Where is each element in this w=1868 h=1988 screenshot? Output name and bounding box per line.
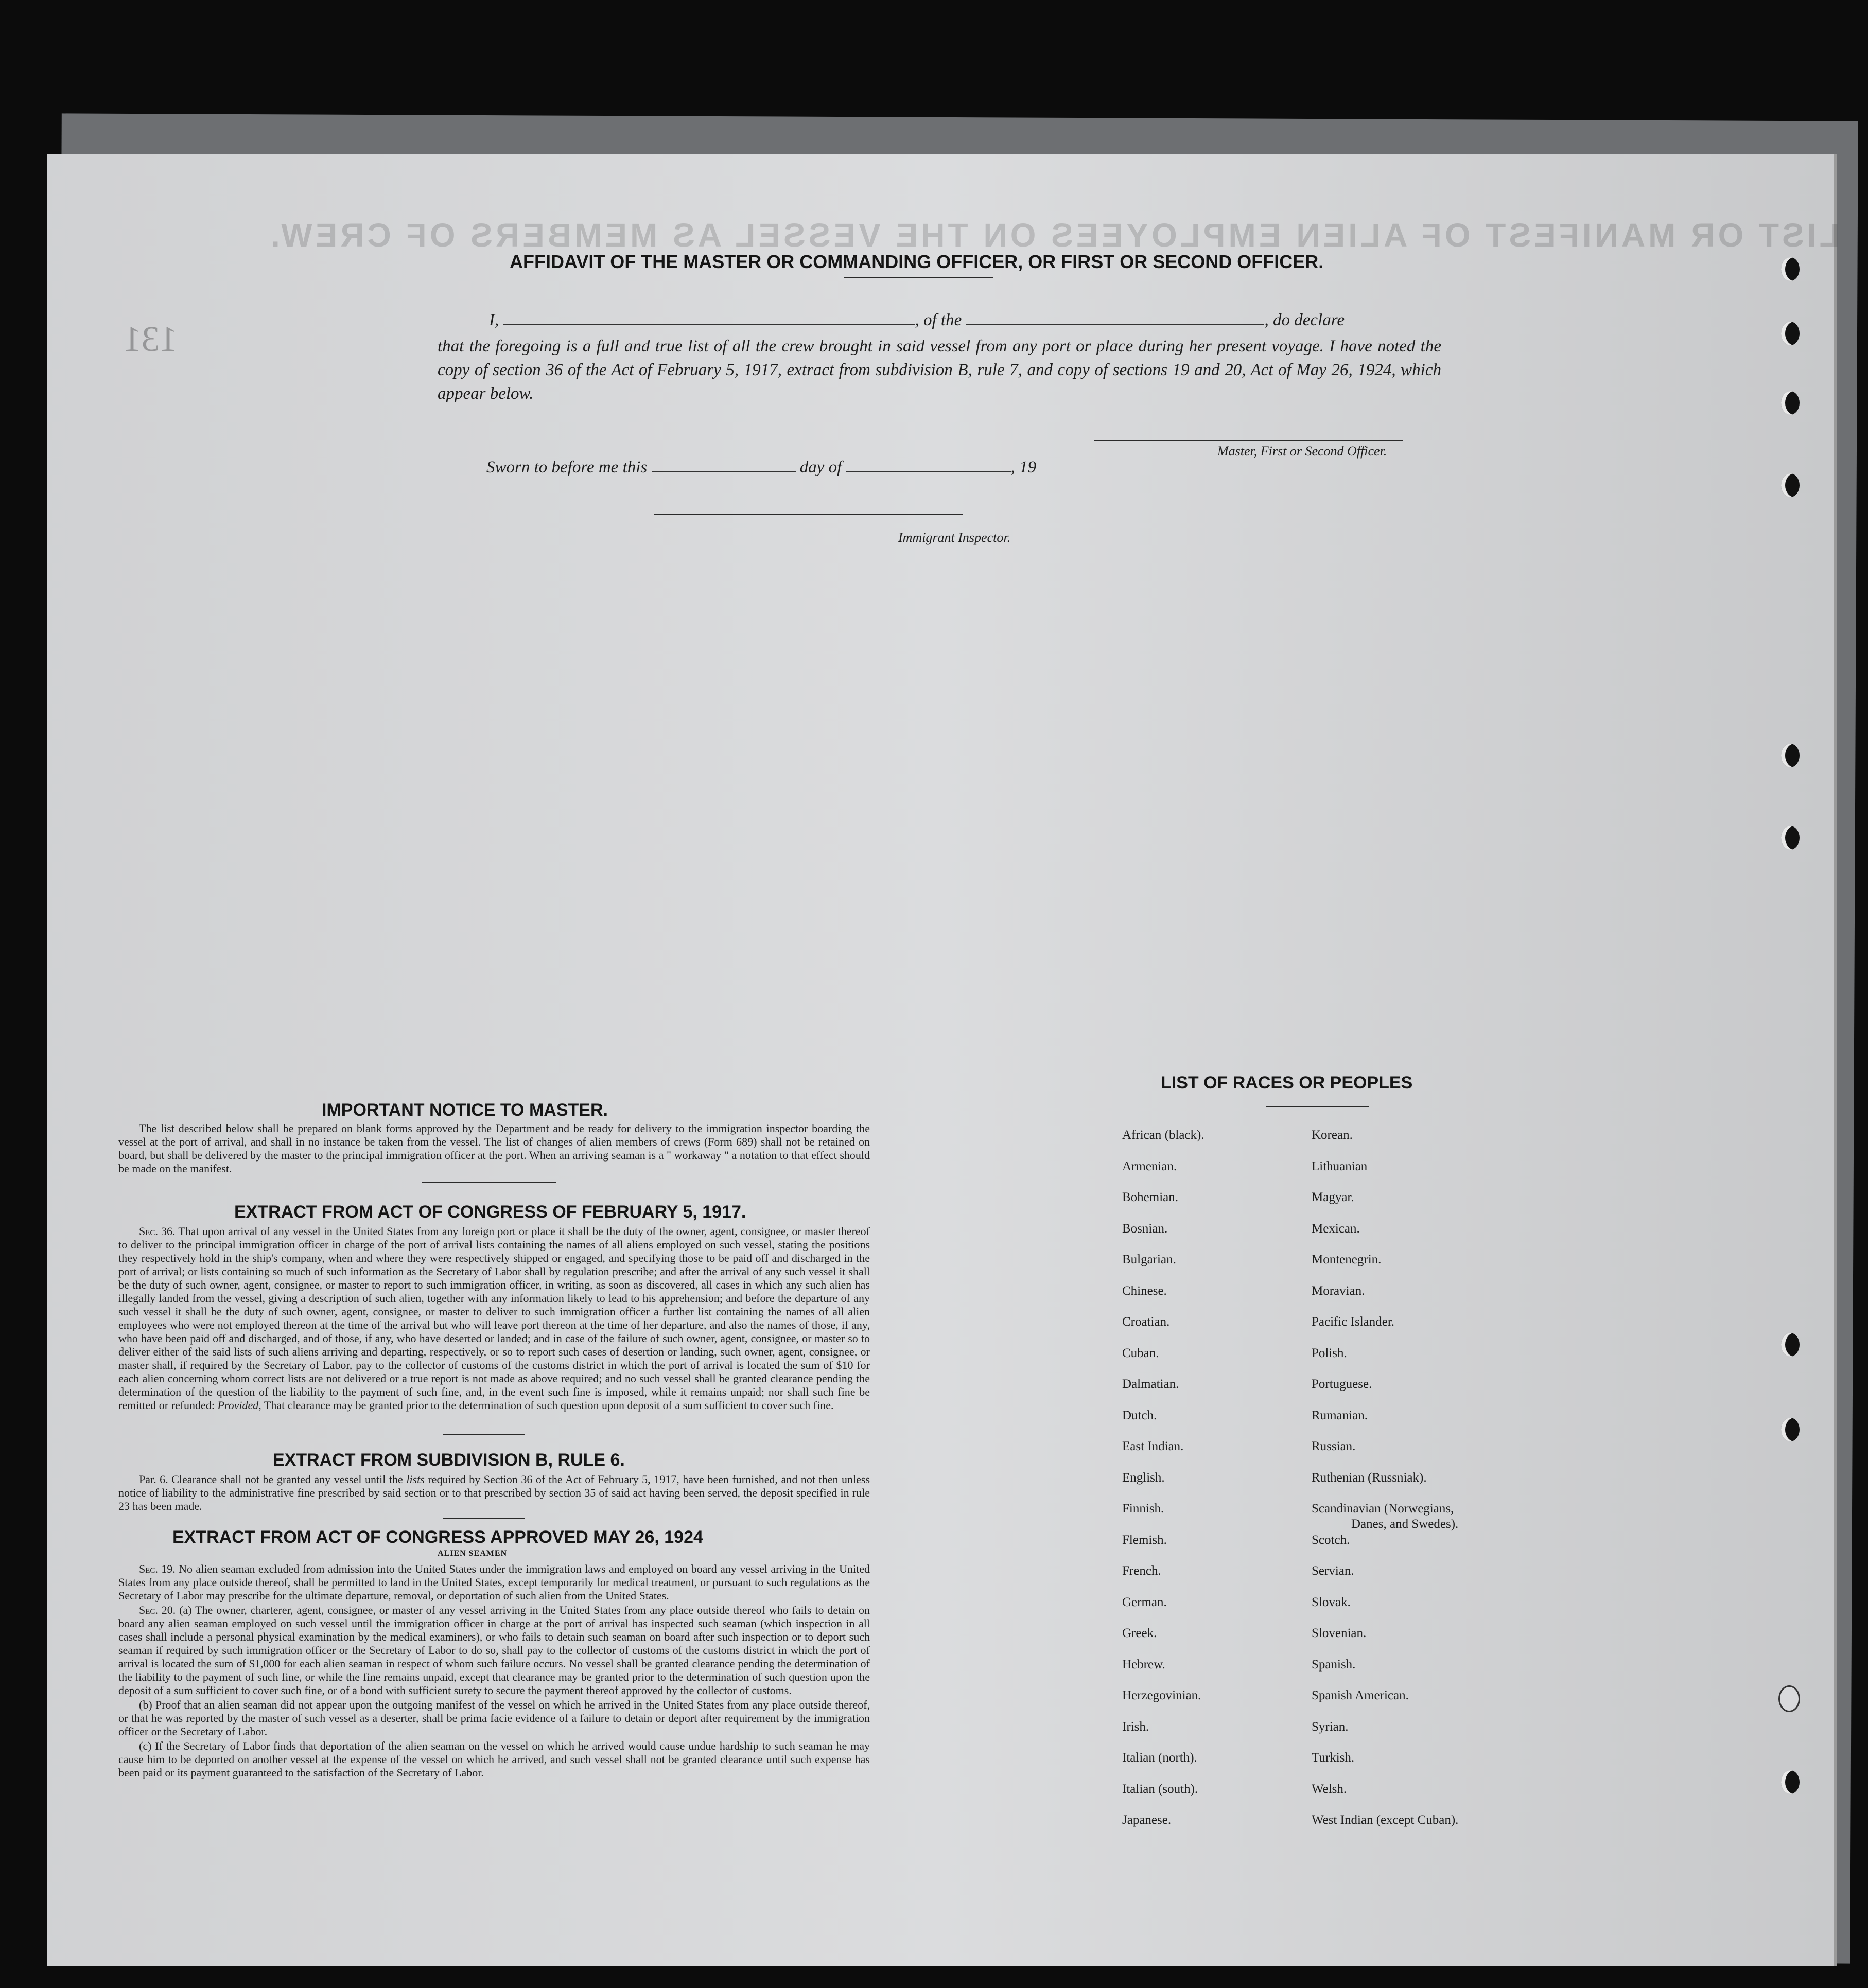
race-item: Italian (north). bbox=[1122, 1751, 1197, 1765]
race-item: Scandinavian (Norwegians, bbox=[1312, 1502, 1454, 1516]
race-item: Russian. bbox=[1312, 1439, 1356, 1453]
race-item: Moravian. bbox=[1312, 1283, 1365, 1298]
notice-paragraph: The list described below shall be prepared on blank forms approved by the Department and be ready for delivery to the immigration inspector boarding the vessel at the port of arrival, and shall in no instance be taken from the vessel. The list of changes of alien members of crews (Form 689) shall not be retained on board, but shall be delivered by the master to the principal immigration officer at the port. When an arriving seaman is a " workaway " a notation to that effect should be made on the manifest. bbox=[118, 1122, 870, 1175]
sec-36-text-end: That clearance may be granted prior to the determination of such question upon deposit of a sum sufficient to cover such fine. bbox=[264, 1399, 834, 1412]
affidavit-body: that the foregoing is a full and true list of all the crew brought in said vessel from any port or place during her present voyage. I have noted the copy of section 36 of the Act of February 5, 1917, extract from subdivision B, rule 7, and copy of sections 19 and 20, Act of May 26, 1924, which appear below. bbox=[438, 337, 1441, 403]
do-declare-label: , do declare bbox=[1264, 311, 1345, 329]
master-signature-line bbox=[1094, 440, 1403, 441]
rule-6-title: EXTRACT FROM SUBDIVISION B, RULE 6. bbox=[273, 1450, 625, 1470]
binder-hole bbox=[1781, 391, 1800, 415]
binder-hole bbox=[1781, 257, 1800, 281]
race-item: Italian (south). bbox=[1122, 1782, 1198, 1796]
sworn-prefix: Sworn to before me this bbox=[486, 458, 648, 477]
rule-6-rule bbox=[443, 1518, 525, 1519]
race-item: Pacific Islander. bbox=[1312, 1315, 1395, 1329]
race-item: Spanish. bbox=[1312, 1657, 1356, 1672]
race-item: Japanese. bbox=[1122, 1813, 1172, 1827]
inspector-caption: Immigrant Inspector. bbox=[898, 530, 1011, 545]
binder-hole bbox=[1781, 473, 1800, 497]
race-item: Dutch. bbox=[1122, 1408, 1157, 1422]
binder-hole bbox=[1781, 1770, 1800, 1794]
notice-text bbox=[118, 1122, 870, 1176]
binder-hole bbox=[1781, 322, 1800, 345]
bleed-through-number: 131 bbox=[124, 320, 178, 359]
race-item: African (black). bbox=[1122, 1128, 1204, 1142]
affidavit-first-line bbox=[489, 311, 1345, 330]
binder-hole bbox=[1781, 1333, 1800, 1357]
sec-20-label: Sec. 20. bbox=[139, 1604, 176, 1616]
inspector-signature-line bbox=[654, 514, 963, 515]
race-item: Greek. bbox=[1122, 1626, 1157, 1640]
race-item: Montenegrin. bbox=[1312, 1253, 1382, 1266]
sworn-day-field[interactable] bbox=[652, 471, 796, 472]
notice-rule bbox=[422, 1182, 556, 1183]
race-item: Bosnian. bbox=[1122, 1221, 1168, 1236]
affidavit-title-rule bbox=[844, 277, 993, 278]
race-item: Portuguese. bbox=[1312, 1377, 1372, 1391]
race-item: English. bbox=[1122, 1470, 1165, 1485]
race-item: Ruthenian (Russniak). bbox=[1312, 1470, 1427, 1485]
race-item: Korean. bbox=[1312, 1128, 1353, 1142]
race-item: West Indian (except Cuban). bbox=[1312, 1813, 1459, 1827]
of-the-label: , of the bbox=[915, 311, 962, 329]
race-item: Cuban. bbox=[1122, 1346, 1159, 1360]
rule-6-text bbox=[118, 1473, 870, 1514]
races-title-rule bbox=[1266, 1106, 1369, 1107]
extract-1924-subtitle: ALIEN SEAMEN bbox=[438, 1549, 508, 1558]
notice-title: IMPORTANT NOTICE TO MASTER. bbox=[322, 1100, 608, 1120]
race-item: Spanish American. bbox=[1312, 1688, 1409, 1702]
race-item: Slovak. bbox=[1312, 1595, 1351, 1609]
race-item: Croatian. bbox=[1122, 1315, 1170, 1329]
race-item-continuation: Danes, and Swedes). bbox=[1351, 1517, 1459, 1531]
rule-6-text-b: required by Section 36 of the Act of February 5, 1917, have been furnished, and not then unless notice of liability to the administrative fine prescribed by said section or to that prescribed by section 35 of said act having been served, the deposit specified in rule 23 has been made. bbox=[118, 1473, 870, 1512]
race-item: Turkish. bbox=[1312, 1751, 1355, 1765]
race-item: Rumanian. bbox=[1312, 1408, 1368, 1422]
race-item: Flemish. bbox=[1122, 1533, 1167, 1547]
race-item: Scotch. bbox=[1312, 1533, 1350, 1547]
sec-20a-text: (a) The owner, charterer, agent, consignee, or master of any vessel arriving in the United States from any place outside thereof who fails to detain on board any alien seaman employed on such vessel until the immigration officer in charge at the port of arrival has inspected such seaman (which inspection in all cases shall include a personal physical examination by the medical examiners), or who fails to detain such seaman on board after such inspection or to deport such seaman if required by such immigration officer or the Secretary of Labor to do so, shall pay to the collector of customs of the customs district in which the port of arrival is located the sum of $1,000 for each alien seaman in respect of whom such failure occurs. No vessel shall be granted clearance pending the determination of the liability to the payment of such fine, or while the fine remains unpaid, except that clearance may be granted prior to the determination of such question upon the deposit of a sum sufficient to cover such fine, or of a bond with sufficient surety to secure the payment thereof approved by the collector of customs. bbox=[118, 1604, 870, 1697]
race-item: French. bbox=[1122, 1564, 1161, 1578]
race-item: Bohemian. bbox=[1122, 1190, 1179, 1204]
race-item: Chinese. bbox=[1122, 1283, 1167, 1298]
lists-word: lists bbox=[406, 1473, 425, 1486]
affidavit-title: AFFIDAVIT OF THE MASTER OR COMMANDING OFFICER, OR FIRST OR SECOND OFFICER. bbox=[510, 251, 1324, 272]
extract-1924-title: EXTRACT FROM ACT OF CONGRESS APPROVED MAY 26, 1924 bbox=[172, 1527, 703, 1547]
race-item: Herzegovinian. bbox=[1122, 1688, 1201, 1702]
race-item: Hebrew. bbox=[1122, 1657, 1165, 1672]
day-of-label: day of bbox=[799, 458, 842, 477]
sec-36-text: That upon arrival of any vessel in the United States from any foreign port or place it shall be the duty of the owner, agent, consignee, or master thereof to deliver to the principal immigration officer in charge of the port of arrival lists containing the names of all aliens employed on such vessel, stating the positions they respectively hold in the ship's company, when and where they were respectively shipped or engaged, and specifying those to be paid off and discharged in the port of arrival; or lists containing so much of such information as the Secretary of Labor shall by regulation prescribe; and after the arrival of any such vessel it shall be the duty of such owner, agent, consignee, or master to report to such immigration officer, in writing, as soon as discovered, all cases in which any such alien has illegally landed from the vessel, giving a description of such alien, together with any information likely to lead to his apprehension; and before the departure of any such vessel it shall be the duty of such owner, agent, consignee, or master to deliver to such immigration officer a further list containing the names of all alien employees who were not employed thereon at the time of the arrival but who will leave port thereon at the time of her departure, and also the names of those, if any, who have been paid off and discharged, and of those, if any, who have deserted or landed; and in case of the failure of such owner, agent, consignee, or master so to deliver either of the said lists of such aliens arriving and departing, respectively, or so to report such cases of desertion or landing, such owner, agent, consignee, or master shall, if required by the Secretary of Labor, pay to the collector of customs of the customs district in which the port of arrival is located the sum of $10 for each alien concerning whom correct lists are not delivered or a true report is not made as above required; and no such vessel shall be granted clearance pending the determination of the question of the liability to the payment of such fine, and, in the event such fine is imposed, while it remains unpaid; nor shall such fine be remitted or refunded: bbox=[118, 1225, 870, 1412]
i-label: I, bbox=[489, 311, 499, 329]
sec-36-label: Sec. 36. bbox=[139, 1225, 176, 1238]
race-item: Irish. bbox=[1122, 1719, 1149, 1734]
race-item: Welsh. bbox=[1312, 1782, 1347, 1796]
race-item: Mexican. bbox=[1312, 1221, 1360, 1236]
binder-hole bbox=[1778, 1685, 1800, 1712]
bleed-through-title: LIST OR MANIFEST OF ALIEN EMPLOYEES ON THE VESSEL AS MEMBERS OF CREW. bbox=[268, 217, 1840, 254]
year-prefix: , 19 bbox=[1010, 458, 1037, 477]
sworn-line bbox=[486, 458, 1036, 477]
race-item: Syrian. bbox=[1312, 1719, 1349, 1734]
sworn-month-field[interactable] bbox=[846, 471, 1011, 472]
extract-1917-rule bbox=[443, 1434, 525, 1435]
race-item: Armenian. bbox=[1122, 1159, 1177, 1173]
race-item: Lithuanian bbox=[1312, 1159, 1368, 1173]
sec-20c-text: (c) If the Secretary of Labor finds that deportation of the alien seaman on the vessel on which he arrived would cause undue hardship to such seaman he may cause him to be deported on another vessel at the expense of the vessel on which he arrived, and such vessel shall not be granted clearance until such expense has been paid or its payment guaranteed to the satisfaction of the Secretary of Labor. bbox=[118, 1739, 870, 1779]
sec-20b-text: (b) Proof that an alien seaman did not appear upon the outgoing manifest of the vessel on which he arrived in the United States from any place outside thereof, or that he was reported by the master of such vessel as a deserter, shall be prima facie evidence of a failure to detain or deport after requirement by the immigration officer or the Secretary of Labor. bbox=[118, 1698, 870, 1738]
race-item: Slovenian. bbox=[1312, 1626, 1367, 1640]
rule-6-text-a: Par. 6. Clearance shall not be granted any vessel until the bbox=[139, 1473, 403, 1486]
race-item: Servian. bbox=[1312, 1564, 1354, 1578]
sec-19-label: Sec. 19. bbox=[139, 1562, 176, 1575]
binder-hole bbox=[1781, 1418, 1800, 1441]
extract-1917-title: EXTRACT FROM ACT OF CONGRESS OF FEBRUARY 5, 1917. bbox=[234, 1202, 746, 1222]
race-item: Magyar. bbox=[1312, 1190, 1354, 1204]
race-item: East Indian. bbox=[1122, 1439, 1184, 1453]
race-item: Finnish. bbox=[1122, 1502, 1164, 1516]
race-item: German. bbox=[1122, 1595, 1167, 1609]
race-item: Polish. bbox=[1312, 1346, 1347, 1360]
binder-hole bbox=[1781, 826, 1800, 850]
provided-word: Provided, bbox=[217, 1399, 261, 1412]
race-item: Bulgarian. bbox=[1122, 1253, 1176, 1266]
master-caption: Master, First or Second Officer. bbox=[1217, 444, 1387, 459]
sec-19-text: No alien seaman excluded from admission into the United States under the immigration laws and employed on board any vessel arriving in the United States from any place outside thereof, shall be permitted to land in the United States, except temporarily for medical treatment, or pursuant to such regulations as the Secretary of Labor may prescribe for the ultimate departure, removal, or deportation of such alien from the United States. bbox=[118, 1562, 870, 1602]
races-title: LIST OF RACES OR PEOPLES bbox=[1161, 1073, 1413, 1093]
binder-hole bbox=[1781, 744, 1800, 767]
race-item: Dalmatian. bbox=[1122, 1377, 1179, 1391]
extract-1917-text bbox=[118, 1225, 870, 1413]
name-field[interactable] bbox=[503, 324, 915, 325]
extract-1924-text bbox=[118, 1562, 870, 1781]
vessel-field[interactable] bbox=[966, 324, 1264, 325]
